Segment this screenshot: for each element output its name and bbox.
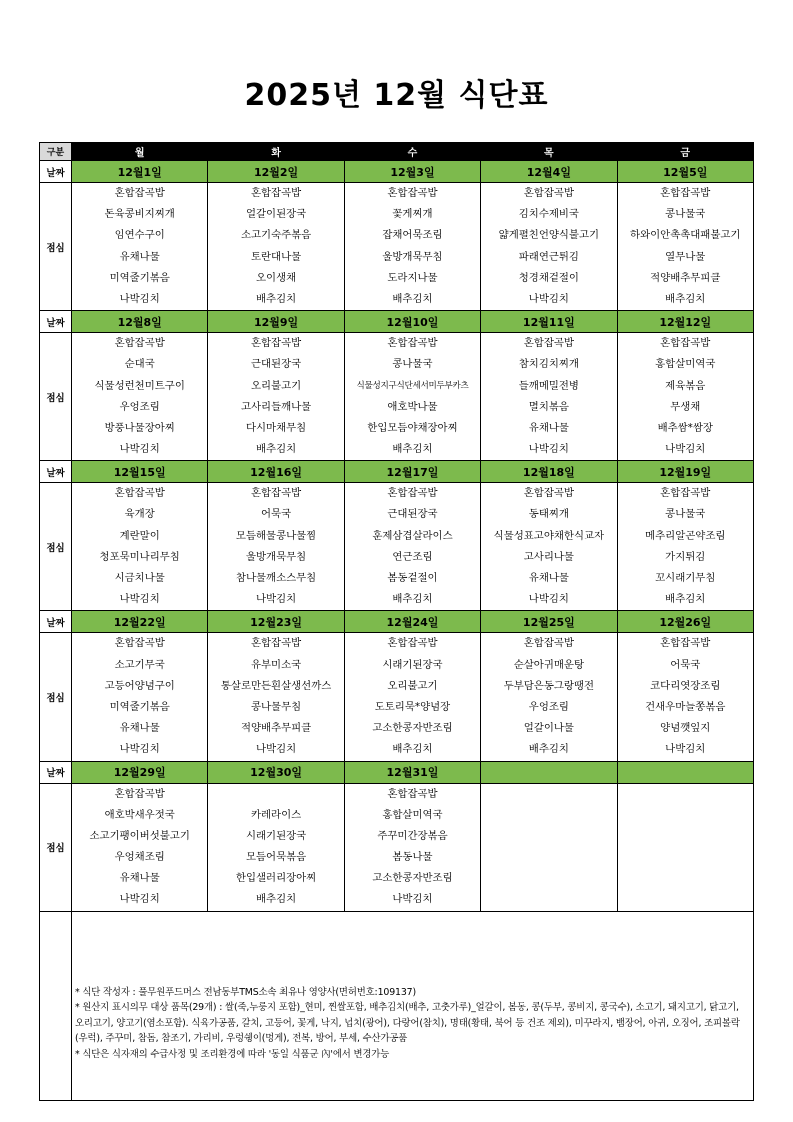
date-row — [40, 761, 754, 783]
menu-item: 시래기된장국 — [245, 829, 307, 842]
menu-list — [208, 183, 343, 310]
menu-cell-fri — [617, 183, 753, 311]
menu-item: 나박김치 — [256, 743, 297, 756]
date-row — [40, 461, 754, 483]
date-tue: 12월2일 — [208, 161, 344, 183]
menu-item: 통살로만든흰살생선까스 — [220, 679, 332, 692]
menu-list — [208, 333, 343, 460]
menu-item: 얇게펼친언양식불고기 — [498, 229, 600, 242]
menu-item: 미역줄기볶음 — [109, 271, 170, 284]
menu-cell-thu — [481, 333, 617, 461]
day-header-thu: 목 — [481, 143, 617, 161]
menu-item: 참나물깨소스무침 — [235, 572, 317, 584]
date-thu: 12월18일 — [481, 461, 617, 483]
date-wed: 12월31일 — [344, 761, 480, 783]
menu-item: 청경채겉절이 — [518, 271, 579, 284]
date-label: 날짜 — [40, 761, 72, 783]
menu-item: 혼합잡곡밥 — [523, 637, 574, 650]
date-tue: 12월30일 — [208, 761, 344, 783]
date-tue: 12월9일 — [208, 311, 344, 333]
menu-item: 우엉채조림 — [114, 851, 165, 864]
menu-list — [345, 183, 480, 310]
menu-list — [618, 333, 753, 460]
menu-cell-fri — [617, 783, 753, 911]
menu-item: 파래연근튀김 — [518, 250, 579, 263]
menu-item: 꼬시래기무침 — [655, 572, 716, 584]
menu-item: 식물성런천미트구이 — [94, 379, 185, 392]
menu-item — [618, 889, 753, 910]
menu-item — [618, 784, 753, 805]
menu-item: 나박김치 — [119, 593, 160, 606]
menu-item: 코다리엿장조림 — [650, 679, 721, 692]
menu-item: 혼합잡곡밥 — [250, 487, 302, 500]
menu-item: 육개장 — [124, 508, 155, 521]
menu-item: 나박김치 — [665, 443, 706, 456]
menu-list — [618, 183, 753, 310]
menu-item: 소고기팽이버섯불고기 — [89, 829, 190, 842]
menu-cell-thu — [481, 483, 617, 611]
menu-item: 나박김치 — [392, 893, 433, 906]
menu-item: 참치김치찌개 — [518, 358, 579, 371]
menu-cell-mon — [72, 483, 208, 611]
menu-list — [618, 483, 753, 610]
menu-item: 배추김치 — [392, 593, 433, 606]
menu-item: 한입모듬야채장아찌 — [367, 421, 458, 434]
date-mon: 12월1일 — [72, 161, 208, 183]
menu-list — [72, 333, 207, 460]
menu-item: 시금치나물 — [114, 572, 165, 584]
menu-item: 혼합잡곡밥 — [114, 337, 165, 350]
menu-item: 울방개묵무침 — [382, 250, 443, 263]
menu-item: 유채나물 — [119, 722, 160, 735]
menu-cell-tue — [208, 633, 344, 761]
menu-item: 배추김치 — [256, 292, 297, 305]
menu-item: 김치수제비국 — [518, 208, 579, 221]
date-wed: 12월3일 — [344, 161, 480, 183]
meal-label: 점심 — [40, 483, 72, 611]
menu-item: 혼합잡곡밥 — [387, 787, 438, 800]
menu-item: 순대국 — [124, 358, 155, 371]
menu-item: 울방개묵무침 — [245, 550, 307, 563]
date-label: 날짜 — [40, 611, 72, 633]
menu-list — [208, 633, 343, 760]
menu-item: 혼합잡곡밥 — [660, 337, 711, 350]
date-tue: 12월23일 — [208, 611, 344, 633]
menu-cell-fri — [617, 633, 753, 761]
date-tue: 12월16일 — [208, 461, 344, 483]
menu-item: 고소한콩자반조림 — [372, 872, 453, 885]
date-mon: 12월15일 — [72, 461, 208, 483]
menu-item: 순살아귀매운탕 — [513, 658, 584, 671]
date-fri: 12월19일 — [617, 461, 753, 483]
menu-item: 훈제삼겹살라이스 — [372, 529, 453, 542]
date-label: 날짜 — [40, 461, 72, 483]
menu-item: 하와이안촉촉대패불고기 — [630, 229, 741, 242]
menu-list — [481, 333, 616, 460]
meal-row — [40, 483, 754, 611]
date-fri: 12월26일 — [617, 611, 753, 633]
menu-item: 나박김치 — [119, 893, 160, 906]
day-header-tue: 화 — [208, 143, 344, 161]
menu-item: 혼합잡곡밥 — [523, 487, 574, 500]
date-thu: 12월11일 — [481, 311, 617, 333]
menu-item: 혼합잡곡밥 — [387, 187, 438, 199]
menu-list — [72, 183, 207, 310]
menu-item: 근대된장국 — [250, 358, 302, 371]
menu-item: 나박김치 — [528, 593, 569, 606]
menu-item: 우엉조림 — [528, 700, 569, 713]
menu-item — [618, 868, 753, 889]
date-mon: 12월8일 — [72, 311, 208, 333]
menu-item: 동태찌개 — [528, 508, 569, 521]
menu-item: 식물성표고야채한식교자 — [493, 529, 605, 542]
menu-item: 혼합잡곡밥 — [114, 637, 165, 650]
menu-item: 미역줄기볶음 — [109, 700, 170, 713]
date-wed: 12월24일 — [344, 611, 480, 633]
menu-list — [481, 784, 616, 911]
menu-item: 오리불고기 — [250, 379, 302, 392]
menu-cell-thu — [481, 783, 617, 911]
meal-label: 점심 — [40, 333, 72, 461]
date-thu: 12월4일 — [481, 161, 617, 183]
menu-cell-thu — [481, 183, 617, 311]
meal-label: 점심 — [40, 633, 72, 761]
meal-row — [40, 783, 754, 911]
menu-item: 얼갈이나물 — [523, 722, 574, 735]
menu-item: 한입샐러리장아찌 — [235, 872, 317, 885]
menu-item: 돈육콩비지찌개 — [104, 208, 175, 221]
menu-list — [345, 483, 480, 610]
menu-item: 배추김치 — [256, 443, 297, 456]
menu-list — [72, 633, 207, 760]
menu-list — [618, 784, 753, 911]
menu-item: 들깨메밀전병 — [518, 379, 579, 392]
menu-item: 두부담은동그랑땡전 — [503, 679, 595, 692]
menu-item: 어묵국 — [261, 508, 292, 521]
menu-list — [208, 784, 343, 911]
menu-item: 나박김치 — [256, 593, 297, 606]
menu-item: 제육볶음 — [665, 379, 706, 392]
menu-item: 유채나물 — [528, 421, 569, 434]
menu-item: 무생채 — [670, 400, 701, 413]
day-header-mon: 월 — [72, 143, 208, 161]
menu-item: 토란대나물 — [250, 250, 302, 263]
menu-item: 도토리묵*양념장 — [374, 700, 451, 713]
menu-item: 혼합잡곡밥 — [387, 637, 438, 650]
menu-item: 혼합잡곡밥 — [250, 637, 302, 650]
menu-item: 콩나물국 — [392, 358, 433, 371]
menu-item: 적양배추무피클 — [240, 722, 312, 735]
menu-cell-wed — [344, 783, 480, 911]
meal-row — [40, 333, 754, 461]
menu-item: 콩나물국 — [665, 208, 706, 221]
menu-item — [618, 826, 753, 847]
menu-item: 오리불고기 — [387, 679, 438, 692]
menu-item: 나박김치 — [528, 292, 569, 305]
menu-cell-tue — [208, 483, 344, 611]
date-label: 날짜 — [40, 311, 72, 333]
menu-cell-wed — [344, 633, 480, 761]
menu-item: 식물성지구식단세서미두부카츠 — [356, 380, 469, 391]
menu-list — [72, 784, 207, 911]
menu-item: 근대된장국 — [387, 508, 438, 521]
menu-item: 도라지나물 — [387, 271, 438, 284]
menu-item: 주꾸미간장볶음 — [377, 829, 448, 842]
menu-item: 콩나물국 — [665, 508, 706, 521]
menu-item: 혼합잡곡밥 — [660, 487, 711, 500]
menu-item: 청포묵미나리무침 — [99, 550, 180, 563]
date-thu: 12월25일 — [481, 611, 617, 633]
menu-cell-wed — [344, 183, 480, 311]
date-label: 날짜 — [40, 161, 72, 183]
menu-cell-thu — [481, 633, 617, 761]
menu-item: 혼합잡곡밥 — [114, 787, 165, 800]
menu-item: 홍합살미역국 — [655, 358, 716, 371]
menu-item: 배추김치 — [665, 593, 706, 606]
menu-item: 유채나물 — [528, 572, 569, 584]
menu-list — [345, 333, 480, 460]
menu-item: 배추김치 — [256, 893, 297, 906]
note-line: * 식단은 식자재의 수급사정 및 조리환경에 따라 '동일 식품군 內'에서 변경가능 — [75, 1049, 390, 1061]
menu-item: 유채나물 — [119, 250, 160, 263]
note-line: * 원산지 표시의무 대상 품목(29개) : 쌀(죽,누룽지 포함)_현미, 찐쌀포함, 배추김치(배추, 고춧가루)_얼갈이, 봄동, 콩(두부, 콩비지, 콩국수), 소고기, 돼지고기, 닭고기, 오리고기, 양고기(염소포함). 식육가공품, 갈치, 고등어, 꽃게, 낙지, 넙치(광어), 다랑어(참치), 명태(황태, 북어 등 건조 제외), 미꾸라지, 뱀장어, 아귀, 오징어, 조피볼락(우럭), 주꾸미, 참돔, 참조기, 가리비, 우렁쉥이(멍게), 전복, 방어, 부세, 수산가공품 — [75, 1002, 740, 1045]
menu-item: 혼합잡곡밥 — [250, 187, 302, 199]
menu-item: 혼합잡곡밥 — [523, 337, 574, 350]
notes-box — [72, 911, 754, 1100]
menu-item — [481, 868, 616, 889]
menu-item: 가지튀김 — [665, 550, 706, 563]
date-row — [40, 161, 754, 183]
menu-cell-fri — [617, 483, 753, 611]
menu-list — [72, 483, 207, 610]
header-row — [40, 143, 754, 161]
menu-item — [481, 805, 616, 826]
menu-item: 배추김치 — [392, 443, 433, 456]
menu-item: 나박김치 — [119, 743, 160, 756]
menu-item: 혼합잡곡밥 — [387, 337, 438, 350]
meal-label: 점심 — [40, 183, 72, 311]
menu-item — [618, 805, 753, 826]
menu-item: 열무나물 — [665, 250, 706, 263]
menu-table — [39, 142, 754, 1101]
menu-item: 혼합잡곡밥 — [660, 637, 711, 650]
menu-item: 고사리들깨나물 — [240, 400, 312, 413]
menu-cell-tue — [208, 333, 344, 461]
menu-item: 유부미소국 — [250, 658, 302, 671]
menu-list — [345, 633, 480, 760]
menu-item — [481, 826, 616, 847]
menu-cell-tue — [208, 783, 344, 911]
date-wed: 12월10일 — [344, 311, 480, 333]
menu-item: 애호박새우젓국 — [104, 808, 175, 821]
header-label: 구분 — [40, 143, 72, 161]
menu-item — [481, 889, 616, 910]
menu-item: 우엉조림 — [119, 400, 160, 413]
date-fri: 12월5일 — [617, 161, 753, 183]
date-mon: 12월29일 — [72, 761, 208, 783]
date-thu — [481, 761, 617, 783]
menu-item: 콩나물무침 — [250, 700, 302, 713]
menu-item: 혼합잡곡밥 — [660, 187, 711, 199]
notes-label-cell — [40, 911, 72, 1100]
menu-list — [481, 483, 616, 610]
menu-item: 배추김치 — [392, 743, 433, 756]
menu-item: 홍합살미역국 — [382, 808, 443, 821]
menu-item: 임연수구이 — [114, 229, 165, 242]
menu-item: 애호박나물 — [387, 400, 438, 413]
menu-item: 멸치볶음 — [528, 400, 569, 413]
date-row — [40, 611, 754, 633]
menu-cell-wed — [344, 333, 480, 461]
menu-item: 잡채어묵조림 — [382, 229, 443, 242]
meal-label: 점심 — [40, 783, 72, 911]
menu-item: 배추김치 — [392, 292, 433, 305]
menu-item: 나박김치 — [665, 743, 706, 756]
note-line: * 식단 작성자 : 풀무원푸드머스 전남동부TMS소속 최유나 영양사(면허번호:109137) — [75, 986, 416, 998]
meal-row — [40, 183, 754, 311]
menu-item: 어묵국 — [670, 658, 701, 671]
menu-item: 오이생채 — [256, 271, 297, 284]
menu-item: 모듬해물콩나물찜 — [235, 529, 317, 542]
menu-cell-mon — [72, 633, 208, 761]
menu-item: 계란말이 — [119, 529, 160, 542]
menu-item: 다시마채무침 — [245, 421, 307, 434]
menu-cell-fri — [617, 333, 753, 461]
menu-item: 연근조림 — [392, 550, 433, 563]
menu-item: 봄동겉절이 — [387, 572, 438, 584]
menu-item: 방풍나물장아찌 — [104, 421, 175, 434]
menu-item: 나박김치 — [119, 292, 160, 305]
menu-item: 나박김치 — [119, 443, 160, 456]
menu-item: 배추쌈*쌈장 — [657, 421, 713, 434]
menu-list — [208, 483, 343, 610]
menu-item: 나박김치 — [528, 443, 569, 456]
notes-row — [40, 911, 754, 1100]
menu-item: 유채나물 — [119, 872, 160, 885]
menu-item: 소고기무국 — [114, 658, 165, 671]
menu-item — [481, 784, 616, 805]
menu-item: 혼합잡곡밥 — [387, 487, 438, 500]
menu-item: 고등어양념구이 — [104, 679, 175, 692]
menu-item: 얼갈이된장국 — [245, 208, 307, 221]
menu-cell-mon — [72, 183, 208, 311]
menu-list — [481, 183, 616, 310]
menu-item: 혼합잡곡밥 — [250, 337, 302, 350]
day-header-wed: 수 — [344, 143, 480, 161]
menu-cell-mon — [72, 783, 208, 911]
date-fri: 12월12일 — [617, 311, 753, 333]
menu-item: 양념깻잎지 — [660, 722, 711, 735]
meal-row — [40, 633, 754, 761]
menu-item: 배추김치 — [665, 292, 706, 305]
date-fri — [617, 761, 753, 783]
menu-item: 혼합잡곡밥 — [523, 187, 574, 199]
menu-list — [481, 633, 616, 760]
page-title: 2025년 12월 식단표 — [244, 78, 549, 113]
menu-item: 적양배추무피클 — [650, 271, 721, 284]
menu-item: 메추리알곤약조림 — [645, 529, 726, 542]
menu-item: 배추김치 — [528, 743, 569, 756]
date-mon: 12월22일 — [72, 611, 208, 633]
date-row — [40, 311, 754, 333]
menu-item: 소고기숙주볶음 — [240, 229, 312, 242]
menu-item — [618, 847, 753, 868]
menu-cell-mon — [72, 333, 208, 461]
menu-list — [618, 633, 753, 760]
menu-item: 혼합잡곡밥 — [114, 487, 165, 500]
menu-item: 카레라이스 — [250, 808, 302, 821]
menu-item: 혼합잡곡밥 — [114, 187, 165, 199]
menu-item — [481, 847, 616, 868]
menu-item: 시래기된장국 — [382, 658, 443, 671]
menu-cell-tue — [208, 183, 344, 311]
menu-item: 모듬어묵볶음 — [245, 851, 307, 864]
menu-item: 고사리나물 — [523, 550, 574, 563]
menu-item: 봄동나물 — [392, 851, 433, 864]
menu-item: 건새우마늘쫑볶음 — [645, 700, 726, 713]
menu-item: 꽃게찌개 — [392, 208, 433, 221]
menu-item: 고소한콩자반조림 — [372, 722, 453, 735]
day-header-fri: 금 — [617, 143, 753, 161]
menu-list — [345, 784, 480, 911]
menu-item — [208, 784, 343, 805]
date-wed: 12월17일 — [344, 461, 480, 483]
menu-cell-wed — [344, 483, 480, 611]
